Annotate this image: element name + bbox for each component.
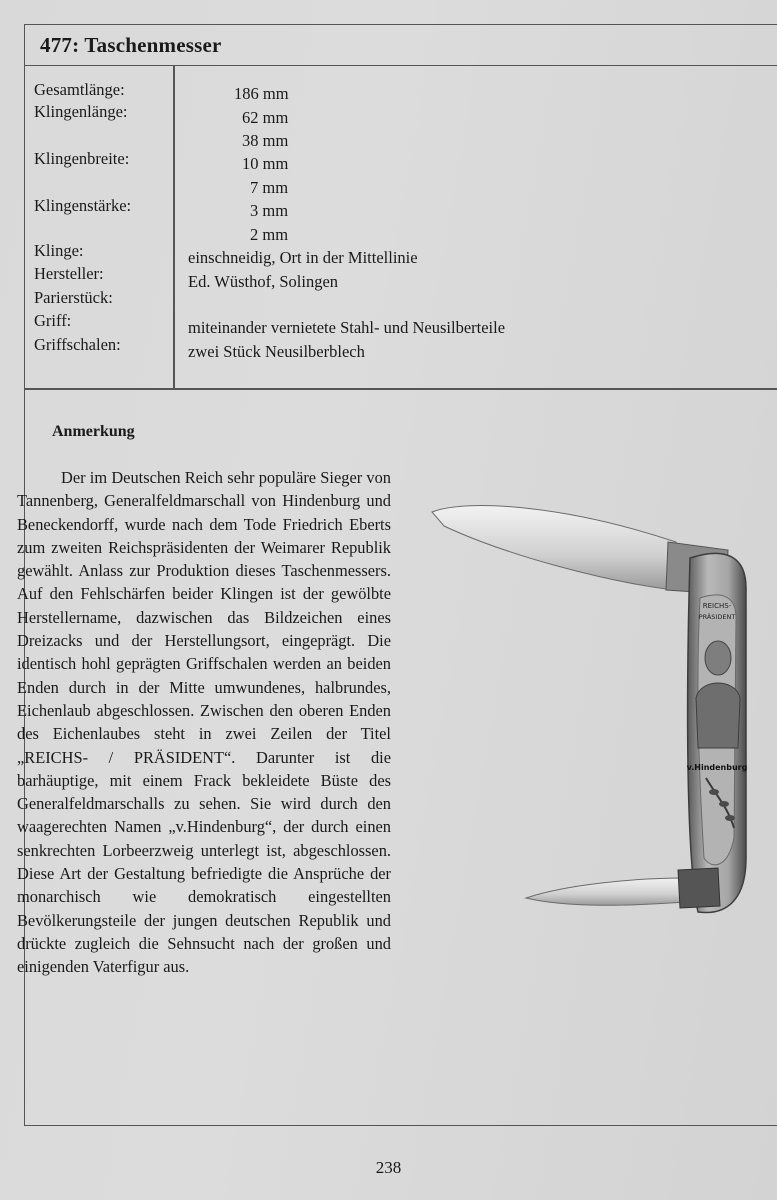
spec-label-blade-thickness: Klingenstärke: bbox=[34, 196, 132, 215]
entry-title: 477: Taschenmesser bbox=[40, 33, 222, 57]
large-blade bbox=[432, 505, 676, 590]
laurel-leaf bbox=[719, 801, 729, 807]
remark-heading: Anmerkung bbox=[52, 423, 135, 440]
small-blade bbox=[526, 878, 686, 905]
spec-label-blade: Klinge: bbox=[34, 241, 84, 260]
pocket-knife-photo bbox=[428, 498, 758, 918]
inscription-hindenburg: v.Hindenburg bbox=[686, 763, 748, 772]
spec-value-blade-length-2: 38 mm bbox=[242, 131, 289, 150]
spec-label-blade-width: Klingenbreite: bbox=[34, 149, 130, 168]
spec-value-total-length: 186 mm bbox=[234, 84, 289, 103]
remark-text: Der im Deutschen Reich sehr populäre Sieger von Tannenberg, Generalfeldmarschall von Hindenburg und Beneckendorff, wurde nach dem Tode Friedrich Eberts zum zweiten Reichspräsidenten der Weimarer Republik gewählt. Anlass zur Produktion dieses Taschenmessers. Auf den Fehlschärfen beider Klingen ist der gewölbte Herstellername, dazwischen das Bildzeichen eines Dreizacks und der Herstellungsort, eingeprägt. Die identisch hohl geprägten Griffschalen werden an beiden Enden durch in der Mitte umwundenes, halbrundes, Eichenlaub abgeschlossen. Zwischen den oberen Enden des Eichenlaubes steht in zwei Zeilen der Titel „REICHS- / PRÄSIDENT“. Darunter ist die barhäuptige, mit einem Frack bekleidete Büste des Generalfeldmarschalls zu sehen. Sie wird durch den waagerechten Namen „v.Hindenburg“, der durch einen senkrechten Lorbeerzweig unterlegt ist, abgeschlossen. Diese Art der Gestaltung befriedigte die Ansprüche der monarchisch wie demokratisch eingestellten Bevölkerungsteile der jungen deutschen Republik und drückte zugleich die Sehnsucht nach der großen und einigenden Vaterfigur aus. bbox=[17, 468, 391, 977]
spec-label-grip: Griff: bbox=[34, 311, 72, 330]
spec-value-blade-width-1: 10 mm bbox=[242, 154, 289, 173]
spec-value-grip-scales: zwei Stück Neusilberblech bbox=[188, 342, 365, 361]
spec-label-maker: Hersteller: bbox=[34, 264, 104, 283]
spec-value-maker: Ed. Wüsthof, Solingen bbox=[188, 272, 339, 291]
spec-section-divider bbox=[24, 388, 777, 390]
bust-body bbox=[696, 683, 740, 748]
spec-value-blade: einschneidig, Ort in der Mittellinie bbox=[188, 248, 418, 267]
bust-head bbox=[705, 641, 731, 675]
laurel-leaf bbox=[709, 789, 719, 795]
spec-value-blade-thickness-2: 2 mm bbox=[250, 225, 289, 244]
page-number: 238 bbox=[375, 1158, 402, 1177]
spec-value-blade-width-2: 7 mm bbox=[250, 178, 289, 197]
spec-label-total-length: Gesamtlänge: bbox=[34, 80, 125, 99]
laurel-leaf bbox=[725, 815, 735, 821]
small-bolster bbox=[678, 868, 720, 908]
spec-value-blade-length-1: 62 mm bbox=[242, 108, 289, 127]
spec-column-divider bbox=[173, 66, 175, 388]
inscription-praesident: PRÄSIDENT bbox=[698, 613, 736, 621]
spec-value-blade-thickness-1: 3 mm bbox=[250, 201, 289, 220]
spec-label-blade-length: Klingenlänge: bbox=[34, 102, 128, 121]
spec-label-grip-scales: Griffschalen: bbox=[34, 335, 121, 354]
spec-label-guard: Parierstück: bbox=[34, 288, 113, 307]
spec-value-grip: miteinander vernietete Stahl- und Neusilberteile bbox=[188, 318, 506, 337]
inscription-reichs: REICHS- bbox=[702, 602, 732, 610]
